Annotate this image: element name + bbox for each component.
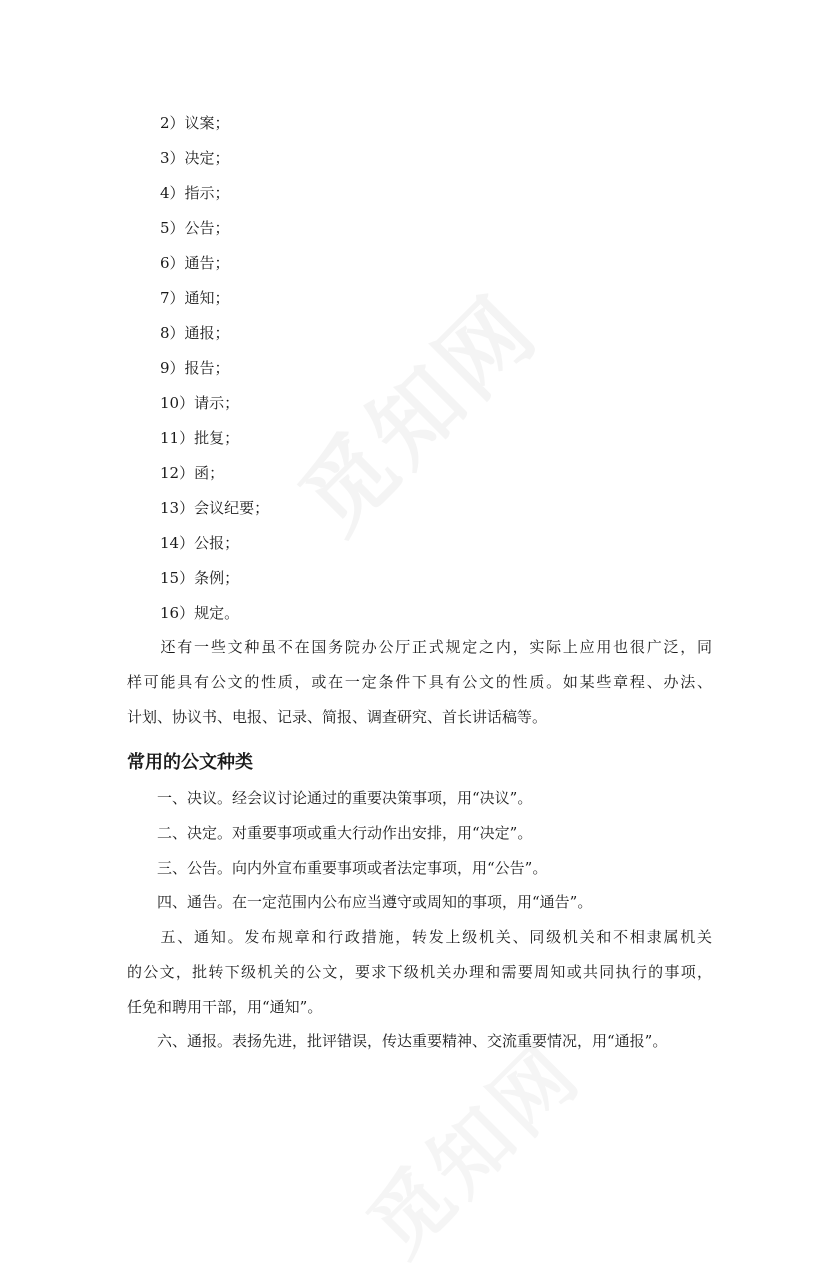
- item-public-notice: [127, 892, 712, 927]
- paragraph-line: 计划、协议书、电报、记录、简报、调查研究、首长讲话稿等。: [127, 708, 548, 726]
- list-item: 13）会议纪要；: [160, 499, 270, 517]
- paragraph-line: 一、决议。经会议讨论通过的重要决策事项，用“决议”。: [127, 789, 533, 807]
- paragraph-line: 三、公告。向内外宣布重要事项或者法定事项，用“公告”。: [127, 859, 548, 877]
- paragraph-line: 还有一些文种虽不在国务院办公厅正式规定之内，实际上应用也很广泛，同: [127, 638, 712, 656]
- list-item: 9）报告；: [160, 359, 230, 377]
- list-item: 8）通报；: [160, 324, 230, 342]
- list-item: 12）函；: [160, 464, 225, 482]
- list-item: 3）决定；: [160, 149, 230, 167]
- list-item: 2）议案；: [160, 114, 230, 132]
- item-notification: [127, 927, 712, 1032]
- section-heading: 常用的公文种类: [127, 752, 253, 773]
- paragraph-line: 六、通报。表扬先进，批评错误，传达重要精神、交流重要情况，用“通报”。: [127, 1032, 668, 1050]
- item-resolution: [127, 788, 712, 823]
- paragraph-line: 任免和聘用干部，用“通知”。: [127, 998, 323, 1016]
- list-item: 16）规定。: [160, 604, 240, 622]
- item-decision: [127, 823, 712, 858]
- item-circular: [127, 1031, 712, 1066]
- list-item: 14）公报；: [160, 534, 240, 552]
- paragraph-other-types: [127, 637, 712, 742]
- paragraph-line: 的公文，批转下级机关的公文，要求下级机关办理和需要周知或共同执行的事项，: [127, 963, 712, 981]
- item-announcement: [127, 858, 712, 893]
- list-item: 6）通告；: [160, 254, 230, 272]
- list-item: 15）条例；: [160, 569, 240, 587]
- list-item: 5）公告；: [160, 219, 230, 237]
- paragraph-line: 样可能具有公文的性质，或在一定条件下具有公文的性质。如某些章程、办法、: [127, 673, 712, 691]
- watermark: [264, 259, 575, 570]
- paragraph-line: 二、决定。对重要事项或重大行动作出安排，用“决定”。: [127, 824, 533, 842]
- list-item: 10）请示；: [160, 394, 240, 412]
- list-item: 4）指示；: [160, 184, 230, 202]
- list-item: 11）批复；: [160, 429, 240, 447]
- paragraph-line: 五、通知。发布规章和行政措施，转发上级机关、同级机关和不相隶属机关: [127, 928, 712, 946]
- paragraph-line: 四、通告。在一定范围内公布应当遵守或周知的事项，用“通告”。: [127, 893, 593, 911]
- list-item: 7）通知；: [160, 289, 230, 307]
